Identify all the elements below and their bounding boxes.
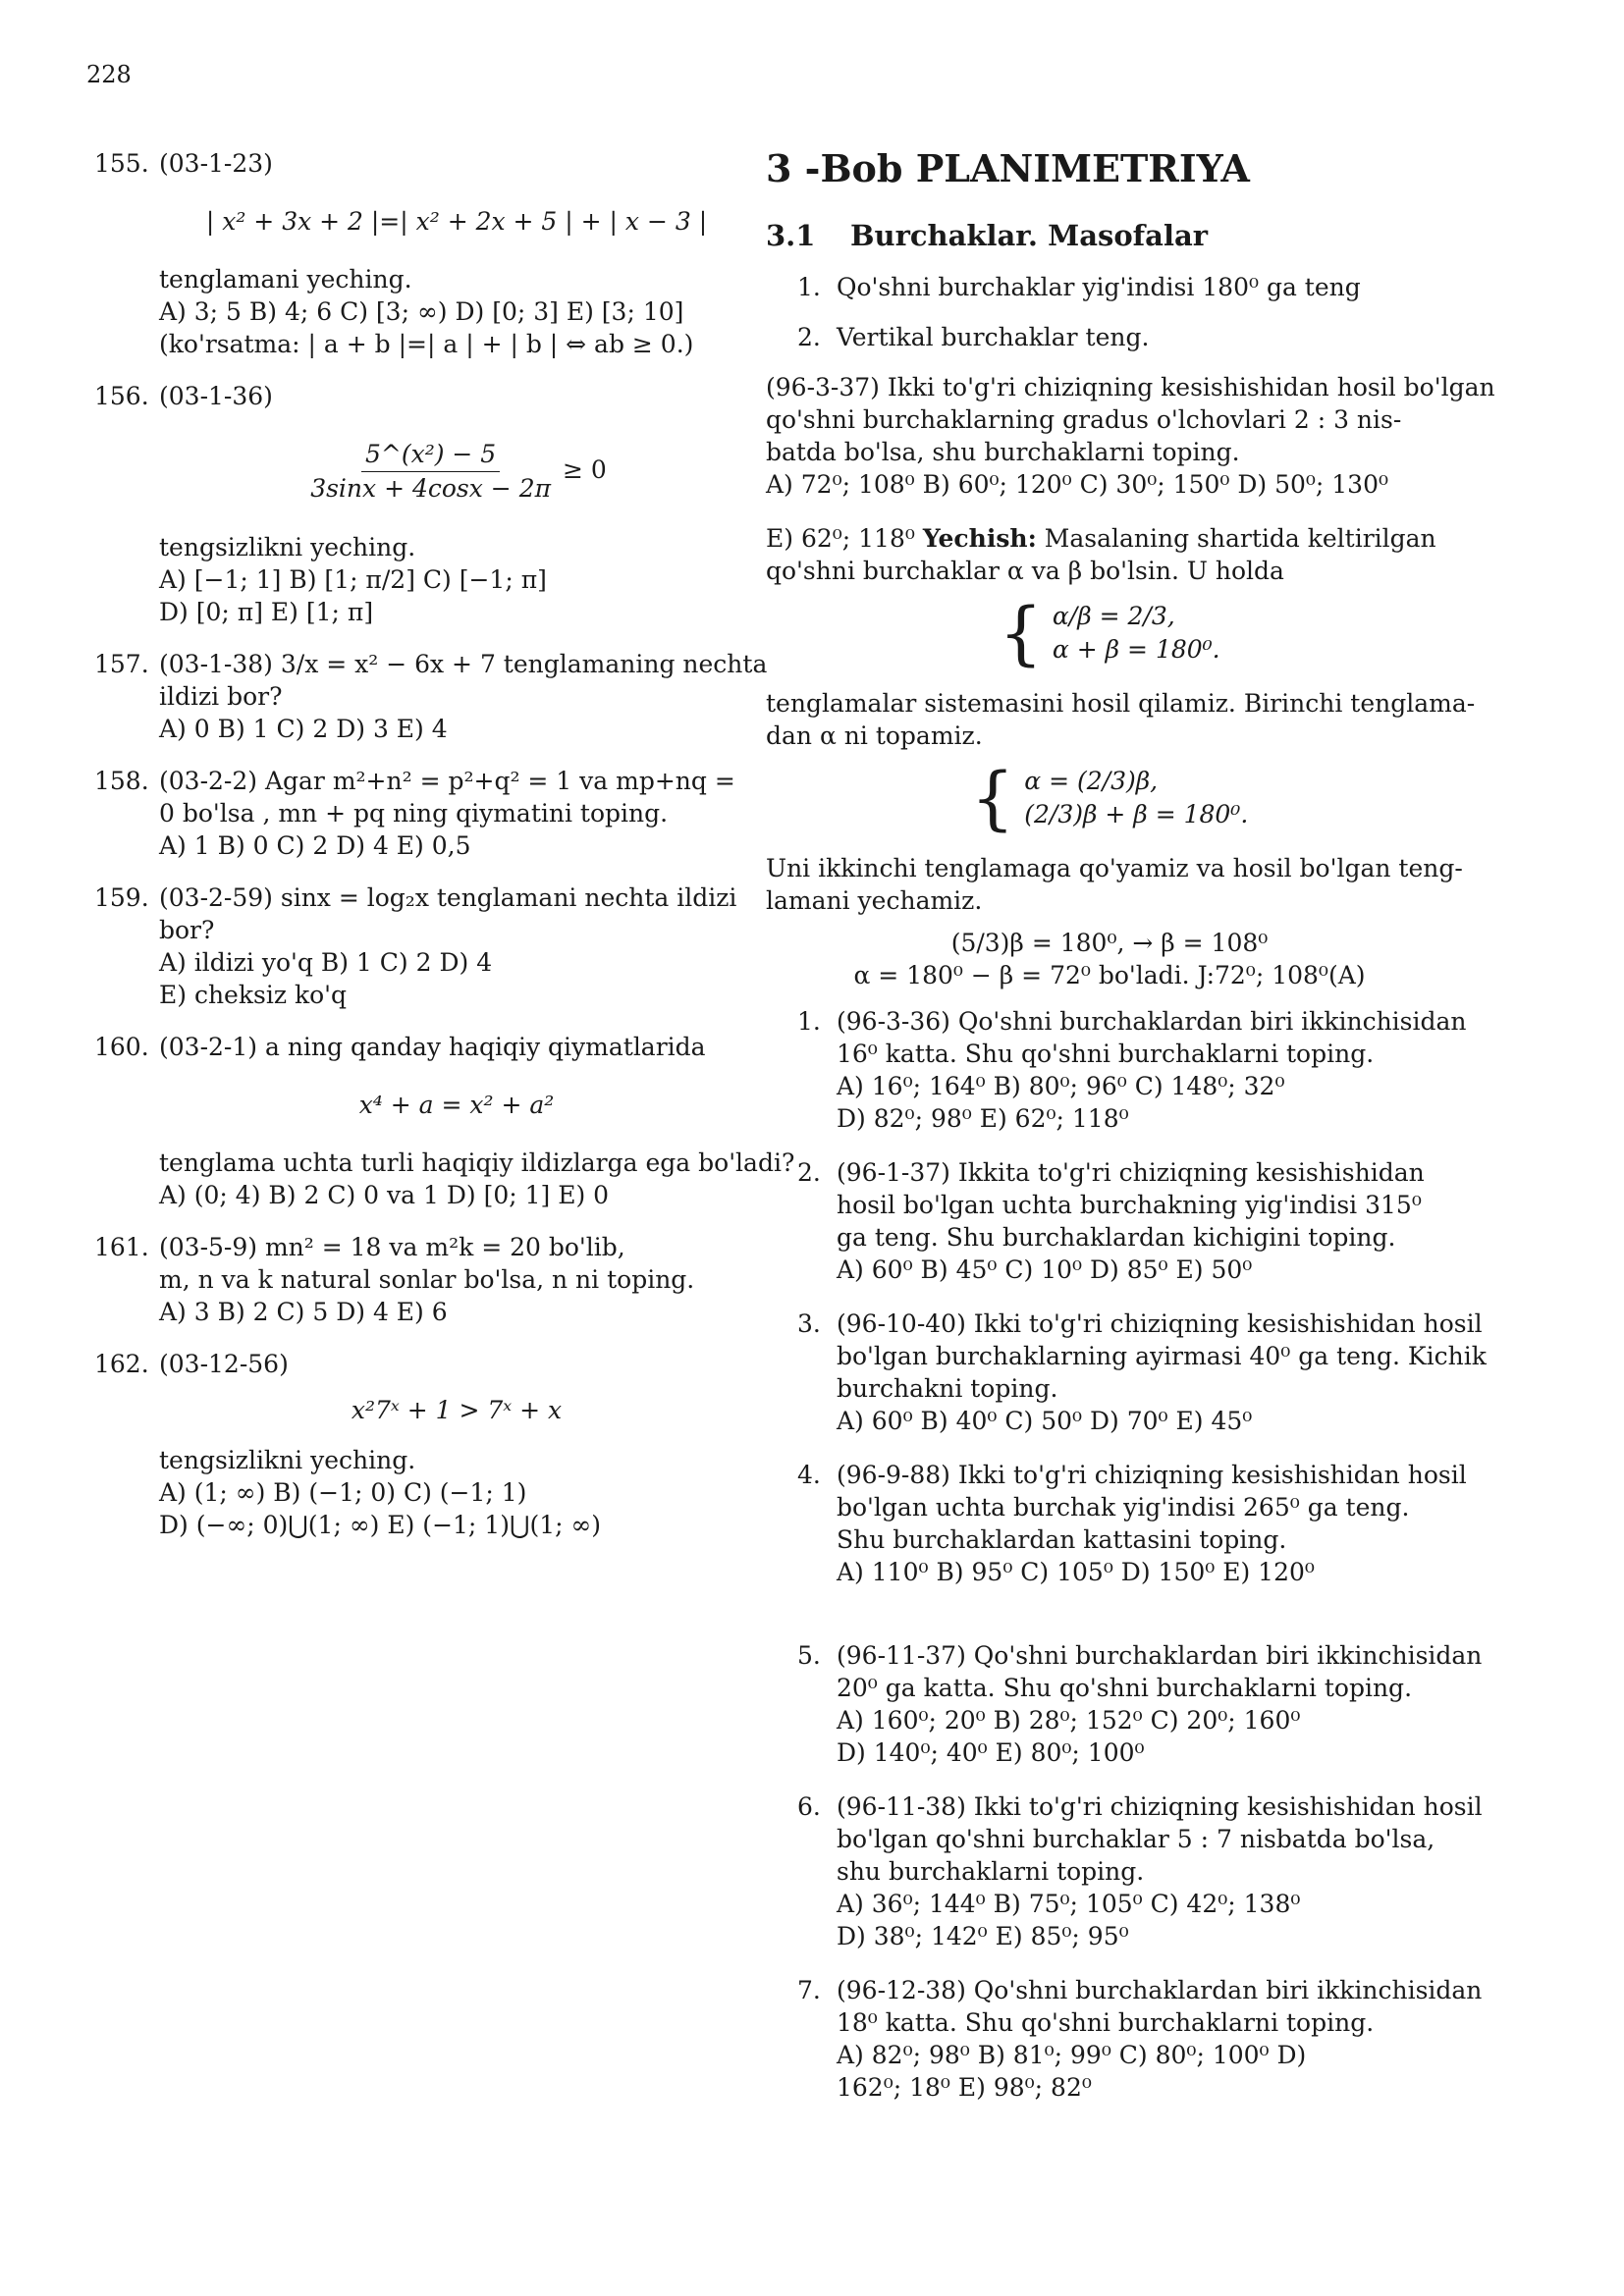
- answer-options: A) (0; 4) B) 2 C) 0 va 1 D) [0; 1] E) 0: [159, 1181, 610, 1209]
- problem-line: ildizi bor?: [159, 682, 283, 711]
- fraction-inequality: [159, 438, 754, 506]
- problem-number: 162.: [94, 1350, 149, 1378]
- problem-line: tenglamani yeching.: [159, 265, 412, 294]
- answer-options: A) 72⁰; 108⁰ B) 60⁰; 120⁰ C) 30⁰; 150⁰ D) 50⁰; 130⁰: [766, 470, 1389, 499]
- problem-number: 6.: [797, 1792, 821, 1821]
- angle-problem-6: [766, 1790, 1483, 1952]
- problem-number: 160.: [94, 1033, 149, 1061]
- problem-line: (96-10-40) Ikki to'g'ri chiziqning kesishishidan hosil: [837, 1309, 1483, 1338]
- fact-number: 1.: [797, 273, 821, 301]
- problem-number: 158.: [94, 767, 149, 795]
- angle-problem-4: [766, 1459, 1467, 1588]
- system-lines: [1053, 600, 1220, 667]
- system-equation: (2/3)β + β = 180⁰.: [1024, 800, 1249, 828]
- right-column: [766, 146, 1495, 2125]
- fact-text: Vertikal burchaklar teng.: [837, 323, 1150, 351]
- answer-options: D) 82⁰; 98⁰ E) 62⁰; 118⁰: [837, 1104, 1129, 1133]
- problem-line: tengsizlikni yeching.: [159, 533, 416, 561]
- system-equation: α = (2/3)β,: [1024, 767, 1159, 795]
- problem-159: [94, 881, 754, 1011]
- problem-line: tenglama uchta turli haqiqiy ildizlarga ega bo'ladi?: [159, 1148, 795, 1177]
- answer-options: A) 16⁰; 164⁰ B) 80⁰; 96⁰ C) 148⁰; 32⁰: [837, 1072, 1285, 1100]
- problem-line: bo'lgan qo'shni burchaklar 5 : 7 nisbatda bo'lsa,: [837, 1825, 1435, 1853]
- answer-options: A) 3; 5 B) 4; 6 C) [3; ∞) D) [0; 3] E) [3; 10]: [159, 297, 684, 326]
- angle-problem-3: [766, 1308, 1487, 1437]
- problem-line: bo'lgan uchta burchak yig'indisi 265⁰ ga teng.: [837, 1493, 1410, 1522]
- problem-161: [94, 1231, 754, 1328]
- problem-line: (96-9-88) Ikki to'g'ri chiziqning kesishishidan hosil: [837, 1461, 1467, 1489]
- answer-options: A) [−1; 1] B) [1; π/2] C) [−1; π]: [159, 565, 547, 594]
- equation-system-1: [766, 593, 1453, 673]
- example-line: Uni ikkinchi tenglamaga qo'yamiz va hosil bo'lgan teng-: [766, 854, 1463, 882]
- result-line: α = 180⁰ − β = 72⁰ bo'ladi. J:72⁰; 108⁰(A): [853, 961, 1366, 989]
- angle-problem-7: [766, 1974, 1483, 2104]
- problem-code: (03-1-23): [159, 149, 273, 178]
- problem-158: [94, 765, 754, 862]
- angle-problem-2: [766, 1156, 1453, 1286]
- system-equation: α + β = 180⁰.: [1052, 635, 1220, 664]
- problem-162: [94, 1348, 754, 1541]
- problem-line: (03-2-1) a ning qanday haqiqiy qiymatlarida: [159, 1033, 706, 1061]
- problem-line: Shu burchaklardan kattasini toping.: [837, 1525, 1287, 1554]
- solution-label: Yechish:: [922, 524, 1037, 553]
- equation: x⁴ + a = x² + a²: [358, 1091, 555, 1119]
- answer-options: D) 140⁰; 40⁰ E) 80⁰; 100⁰: [837, 1738, 1145, 1767]
- left-brace: {: [999, 593, 1043, 673]
- answer-options: D) [0; π] E) [1; π]: [159, 598, 374, 626]
- problem-line: bo'lgan burchaklarning ayirmasi 40⁰ ga teng. Kichik: [837, 1342, 1487, 1370]
- problem-line: 0 bo'lsa , mn + pq ning qiymatini toping.: [159, 799, 669, 828]
- result-line: (5/3)β = 180⁰, → β = 108⁰: [950, 929, 1269, 957]
- section-heading: [766, 218, 1453, 253]
- problem-line: (03-5-9) mn² = 18 va m²k = 20 bo'lib,: [159, 1233, 625, 1261]
- problem-number: 159.: [94, 883, 149, 912]
- equation-system-2: [766, 758, 1453, 838]
- problem-line: (03-2-59) sinx = log₂x tenglamani nechta ildizi: [159, 883, 737, 912]
- problem-line: m, n va k natural sonlar bo'lsa, n ni toping.: [159, 1265, 695, 1294]
- answer-options: E) cheksiz ko'q: [159, 981, 348, 1009]
- example-line: qo'shni burchaklar α va β bo'lsin. U holda: [766, 557, 1284, 585]
- inequality-relation: ≥ 0: [562, 455, 607, 484]
- left-brace: {: [970, 758, 1015, 838]
- problem-line: 20⁰ ga katta. Shu qo'shni burchaklarni toping.: [837, 1674, 1413, 1702]
- answer-options: A) 110⁰ B) 95⁰ C) 105⁰ D) 150⁰ E) 120⁰: [837, 1558, 1315, 1586]
- example-text: Masalaning shartida keltirilgan: [1036, 524, 1436, 553]
- problem-line: tengsizlikni yeching.: [159, 1446, 416, 1474]
- problem-number: 7.: [797, 1976, 821, 2004]
- problem-line: (96-11-37) Qo'shni burchaklardan biri ikkinchisidan: [837, 1641, 1483, 1670]
- problem-number: 161.: [94, 1233, 149, 1261]
- system-lines: [1024, 765, 1248, 831]
- worked-example: [766, 371, 1495, 991]
- inequality: x²7ˣ + 1 > 7ˣ + x: [351, 1396, 563, 1424]
- problem-number: 5.: [797, 1641, 821, 1670]
- answer-options: A) 160⁰; 20⁰ B) 28⁰; 152⁰ C) 20⁰; 160⁰: [837, 1706, 1301, 1735]
- example-line: [766, 522, 1453, 555]
- problem-156: [94, 380, 754, 628]
- problem-line: (03-2-2) Agar m²+n² = p²+q² = 1 va mp+nq =: [159, 767, 735, 795]
- example-line: tenglamalar sistemasini hosil qilamiz. Birinchi tenglama-: [766, 689, 1476, 718]
- problem-157: [94, 648, 768, 745]
- fraction-numerator: 5^(x²) − 5: [361, 438, 500, 472]
- problem-number: 156.: [94, 382, 149, 410]
- answer-options: A) 0 B) 1 C) 2 D) 3 E) 4: [159, 715, 448, 743]
- problem-number: 2.: [797, 1158, 821, 1187]
- system-equation: α/β = 2/3,: [1052, 602, 1175, 630]
- fact-text: Qo'shni burchaklar yig'indisi 180⁰ ga teng: [837, 273, 1361, 301]
- left-column: [94, 147, 795, 1561]
- problem-line: (03-1-38) 3/x = x² − 6x + 7 tenglamaning nechta: [159, 650, 768, 678]
- problem-number: 155.: [94, 149, 149, 178]
- problem-hint: (ko'rsatma: | a + b |=| a | + | b | ⇔ ab ≥ 0.): [159, 330, 694, 358]
- answer-options: A) 60⁰ B) 45⁰ C) 10⁰ D) 85⁰ E) 50⁰: [837, 1255, 1253, 1284]
- angle-problem-1: [766, 1005, 1467, 1135]
- fact-number: 2.: [797, 323, 821, 351]
- fraction-denominator: 3sinx + 4cosx − 2π: [310, 474, 552, 503]
- answer-option: E) 62⁰; 118⁰: [766, 524, 923, 553]
- problem-line: (96-3-36) Qo'shni burchaklardan biri ikkinchisidan: [837, 1007, 1467, 1036]
- problem-code: (03-12-56): [159, 1350, 289, 1378]
- problem-line: (96-1-37) Ikkita to'g'ri chiziqning kesishishidan: [837, 1158, 1425, 1187]
- problem-line: shu burchaklarni toping.: [837, 1857, 1145, 1886]
- equation: | x² + 3x + 2 |=| x² + 2x + 5 | + | x − 3 |: [205, 207, 708, 236]
- problem-number: 3.: [797, 1309, 821, 1338]
- answer-options: D) 38⁰; 142⁰ E) 85⁰; 95⁰: [837, 1922, 1129, 1950]
- answer-options: A) 36⁰; 144⁰ B) 75⁰; 105⁰ C) 42⁰; 138⁰: [837, 1890, 1301, 1918]
- problem-line: bor?: [159, 916, 215, 944]
- problem-line: (96-12-38) Qo'shni burchaklardan biri ikkinchisidan: [837, 1976, 1483, 2004]
- problem-160: [94, 1031, 795, 1211]
- problem-number: 4.: [797, 1461, 821, 1489]
- section-title: Burchaklar. Masofalar: [850, 219, 1209, 252]
- fact-item: [766, 321, 1453, 353]
- problem-number: 157.: [94, 650, 149, 678]
- example-line: (96-3-37) Ikki to'g'ri chiziqning kesishishidan hosil bo'lgan: [766, 373, 1495, 401]
- angle-problem-5: [766, 1639, 1483, 1769]
- spacer: [766, 1610, 1453, 1639]
- example-line: qo'shni burchaklarning gradus o'lchovlari 2 : 3 nis-: [766, 405, 1402, 434]
- page-number: 228: [86, 61, 132, 88]
- answer-options: D) (−∞; 0)⋃(1; ∞) E) (−1; 1)⋃(1; ∞): [159, 1511, 602, 1539]
- problem-line: (96-11-38) Ikki to'g'ri chiziqning kesishishidan hosil: [837, 1792, 1483, 1821]
- fact-item: [766, 271, 1453, 303]
- chapter-title: 3 -Bob PLANIMETRIYA: [766, 146, 1250, 190]
- answer-options: A) 3 B) 2 C) 5 D) 4 E) 6: [159, 1298, 448, 1326]
- answer-options: A) ildizi yo'q B) 1 C) 2 D) 4: [159, 948, 493, 977]
- answer-options: A) 1 B) 0 C) 2 D) 4 E) 0,5: [159, 831, 471, 860]
- answer-options: 162⁰; 18⁰ E) 98⁰; 82⁰: [837, 2073, 1092, 2102]
- problem-code: (03-1-36): [159, 382, 273, 410]
- example-line: dan α ni topamiz.: [766, 721, 983, 750]
- problem-line: ga teng. Shu burchaklardan kichigini toping.: [837, 1223, 1396, 1252]
- problem-155: [94, 147, 754, 360]
- answer-options: A) (1; ∞) B) (−1; 0) C) (−1; 1): [159, 1478, 527, 1507]
- problem-line: burchakni toping.: [837, 1374, 1058, 1403]
- answer-options: A) 82⁰; 98⁰ B) 81⁰; 99⁰ C) 80⁰; 100⁰ D): [837, 2041, 1307, 2069]
- example-line: lamani yechamiz.: [766, 886, 983, 915]
- example-line: batda bo'lsa, shu burchaklarni toping.: [766, 438, 1240, 466]
- problem-line: 18⁰ katta. Shu qo'shni burchaklarni toping.: [837, 2008, 1375, 2037]
- problem-number: 1.: [797, 1007, 821, 1036]
- answer-options: A) 60⁰ B) 40⁰ C) 50⁰ D) 70⁰ E) 45⁰: [837, 1407, 1253, 1435]
- problem-line: 16⁰ katta. Shu qo'shni burchaklarni toping.: [837, 1040, 1375, 1068]
- fraction: [306, 438, 555, 506]
- section-number: 3.1: [766, 219, 816, 252]
- problem-line: hosil bo'lgan uchta burchakning yig'indisi 315⁰: [837, 1191, 1422, 1219]
